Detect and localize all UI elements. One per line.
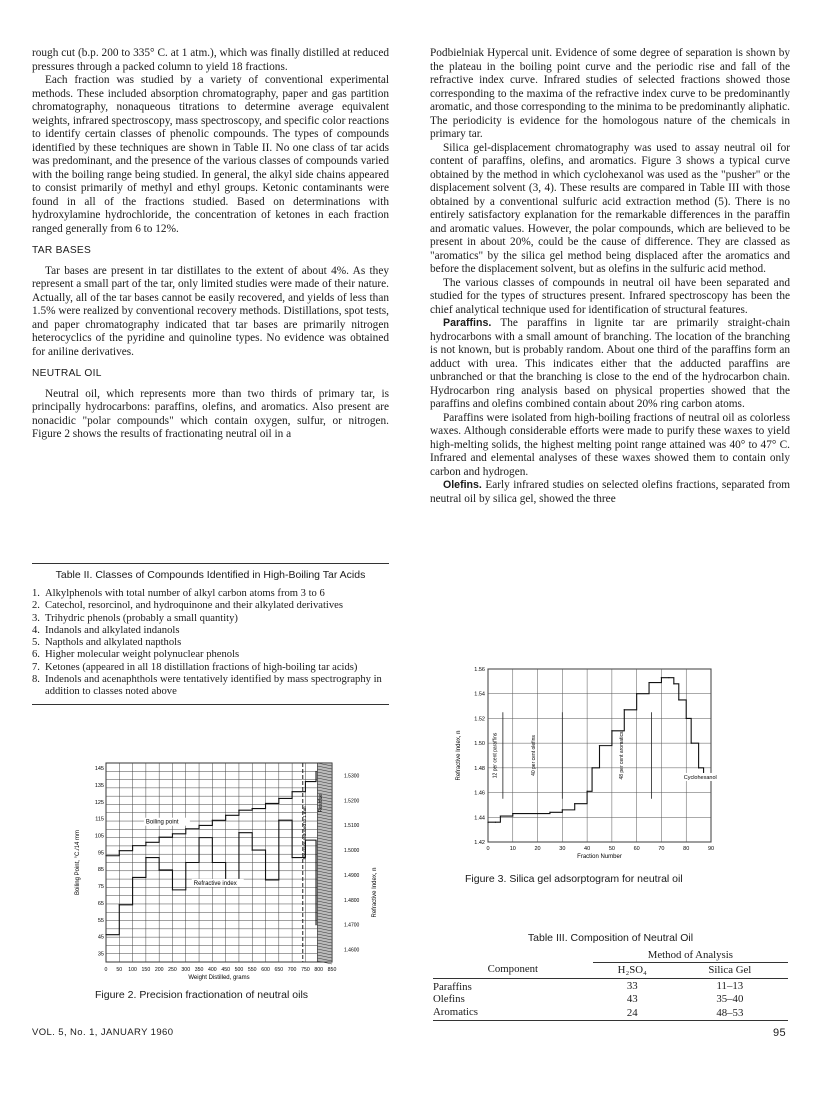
figure-2-caption: Figure 2. Precision fractionation of neutral oils xyxy=(95,989,309,1001)
y-tick-label: 1.54 xyxy=(474,691,485,698)
boiling-point-point xyxy=(265,803,266,804)
refractive-index-point xyxy=(238,832,239,833)
refractive-index-point xyxy=(172,889,173,890)
journal-footer: VOL. 5, No. 1, JANUARY 1960 xyxy=(32,1027,174,1038)
boiling-point-point xyxy=(238,810,239,811)
refractive-index-point xyxy=(252,849,253,850)
refractive-index-point xyxy=(212,862,213,863)
x-tick-label: 250 xyxy=(168,967,177,973)
y-tick-label: 75 xyxy=(97,884,104,891)
y-tick-label: 55 xyxy=(97,917,104,924)
boiling-point-point xyxy=(305,781,306,782)
data-point xyxy=(537,813,538,814)
table-row: Olefins 43 35–40 xyxy=(433,993,744,1005)
table-row: Aromatics 24 48–53 xyxy=(433,1006,788,1021)
section-heading-tar-bases: TAR BASES xyxy=(32,245,92,256)
y-tick-label: 45 xyxy=(97,934,104,941)
x-tick-label: 40 xyxy=(584,846,591,852)
x-tick-label: 300 xyxy=(181,967,191,973)
y-tick-label: 85 xyxy=(97,867,104,874)
y-tick-label-right: 1.4600 xyxy=(344,947,360,954)
y-tick-label: 1.56 xyxy=(474,667,485,673)
x-tick-label: 800 xyxy=(314,967,324,973)
y-tick-label-right: 1.5300 xyxy=(344,773,360,780)
y-tick-label: 145 xyxy=(94,766,104,773)
list-item: 2. Catechol, resorcinol, and hydroquinone and their alkylated derivatives xyxy=(32,600,344,612)
data-point xyxy=(636,693,637,694)
y-tick-label-right: 1.5000 xyxy=(344,848,360,855)
boiling-point-point xyxy=(292,791,293,792)
y-tick-label-right: 1.5100 xyxy=(344,823,360,830)
right-column xyxy=(430,47,790,506)
paragraph: Podbielniak Hypercal unit. Evidence of some degree of separation is shown by the plateau in the boiling point curve and the periodic rise and fall of the refractive index curve. Infrared studies of selected fractions showed those corresponding to the maxima of the refractive index curve to be predominantly aromatic, and those corresponding to the minima to be predominantly aliphatic. The periodicity is evidence for the homologous nature of the chemicals in primary tar. xyxy=(430,47,790,140)
y-tick-label-right: 1.4700 xyxy=(344,922,360,929)
refractive-index-point xyxy=(315,924,316,925)
y-tick-label: 1.44 xyxy=(474,815,485,822)
y-tick-label: 1.42 xyxy=(474,840,485,846)
boiling-point-line xyxy=(106,771,316,855)
x-tick-label: 0 xyxy=(104,967,108,973)
x-tick-label: 650 xyxy=(274,967,284,973)
x-tick-label: 60 xyxy=(633,846,640,852)
table-3 xyxy=(433,932,788,1021)
list-item: 8. Indenols and acenaphthols were tentatively identified by mass spectrography in addition to classes noted above xyxy=(32,674,382,698)
data-point xyxy=(587,791,588,792)
refractive-index-point xyxy=(159,869,160,870)
refractive-index-point xyxy=(119,904,120,905)
x-tick-label: 600 xyxy=(261,967,270,973)
boiling-point-label: Boiling point xyxy=(145,819,179,826)
refractive-index-label: Refractive index xyxy=(193,880,237,887)
boiling-point-point xyxy=(278,798,279,799)
refractive-index-point xyxy=(185,862,186,863)
table-header-silica-gel: Silica Gel xyxy=(708,963,752,976)
data-point xyxy=(500,815,501,816)
x-tick-label: 30 xyxy=(559,846,566,852)
boiling-point-point xyxy=(252,808,253,809)
list-item: 1. Alkylphenols with total number of alkyl carbon atoms from 3 to 6 xyxy=(32,588,325,599)
x-tick-label: 50 xyxy=(608,846,615,852)
boiling-point-point xyxy=(185,828,186,829)
boiling-point-point xyxy=(145,842,146,843)
residue-label: Residue xyxy=(317,793,324,813)
run-in-heading-olefins: Olefins. xyxy=(443,479,482,491)
table-header-component: Component xyxy=(487,963,539,975)
paragraph: Each fraction was studied by a variety of conventional experimental methods. These included absorption chromatography, paper and gas partition chromatography, nonaqueous titrations to determine average equivalent weights, infrared spectroscopy, mass spectroscopy, and specific color reactions to identify certain classes of phenolic compounds. The types of compounds identified by these techniques are shown in Table II. No one class of tar acids was predominant, and the presence of the various classes of compounds varied with the boiling range being studied. In general, the alkyl side chains appeared to consist primarily of methyl and ethyl groups. Ketonic contaminants were found in all of the fractions studied. Based on determinations with hydroxylamine hydrochloride, the concentration of ketones in each fraction ranged generally from 6 to 12%. xyxy=(32,74,389,235)
table-2-caption: Table II. Classes of Compounds Identified in High-Boiling Tar Acids xyxy=(55,569,366,581)
x-tick-label: 70 xyxy=(658,846,665,852)
boiling-point-point xyxy=(315,771,316,772)
data-point xyxy=(661,677,662,678)
section-heading-neutral-oil: NEUTRAL OIL xyxy=(32,368,102,379)
boiling-point-point xyxy=(132,845,133,846)
paragraph: rough cut (b.p. 200 to 335° C. at 1 atm.), which was finally distilled at reduced pressures through a packed column to yield 18 fractions. xyxy=(32,47,389,73)
x-tick-label: 20 xyxy=(534,846,541,852)
y-tick-label-right: 1.5200 xyxy=(344,798,360,805)
y-tick-label: 95 xyxy=(97,850,104,857)
y-axis-label-right: Refractive Index, n xyxy=(372,867,378,918)
data-point xyxy=(574,803,575,804)
refractive-index-point xyxy=(132,877,133,878)
table-header-h2so4: H₂SO₄ xyxy=(617,963,647,976)
paragraph: Neutral oil, which represents more than two thirds of primary tar, is principally hydrocarbons: paraffins, olefins, and aromatics. Also present are nonacidic "polar compounds" which contain oxygen, sulfur, or nitrogen. Figure 2 shows the results of fractionating neutral oil in a xyxy=(32,387,389,440)
table-3-method-header: Method of Analysis xyxy=(593,949,788,962)
x-tick-label: 400 xyxy=(208,967,217,973)
data-point xyxy=(691,743,692,744)
y-tick-label-right: 1.4900 xyxy=(344,872,360,879)
data-point xyxy=(487,822,488,823)
band-label: 12 per cent paraffins xyxy=(492,732,499,779)
table-3-caption: Table III. Composition of Neutral Oil xyxy=(527,932,694,944)
x-tick-label: 50 xyxy=(116,967,123,973)
x-axis-label: Fraction Number xyxy=(577,854,622,860)
paragraph: The various classes of compounds in neutral oil have been separated and studied for the types of structures present. Infrared spectroscopy has been the chief analytical technique used for identification of structural features. xyxy=(430,276,790,316)
data-point xyxy=(698,767,699,768)
data-point xyxy=(495,822,496,823)
figure-2-chart xyxy=(70,757,385,982)
refractive-index-point xyxy=(278,820,279,821)
x-tick-label: 750 xyxy=(301,967,310,973)
x-tick-label: 850 xyxy=(327,967,337,973)
x-tick-label: 0 xyxy=(486,846,490,852)
y-axis-label: Refractive Index, n xyxy=(456,730,462,781)
data-point xyxy=(549,812,550,813)
refractive-index-point xyxy=(292,857,293,858)
paragraph: Paraffins. The paraffins in lignite tar are primarily straight-chain hydrocarbons with a small amount of branching. The location of the branching is not known, but is probably random. About one third of the paraffins form an adduct with urea. This indicates either that the adducted paraffins are unbranched or that the branching is close to the end of the hydrocarbon chain. Hydrocarbon ring analysis based on physical properties showed that the paraffins and olefins combined contain about 20% ring carbon atoms. xyxy=(430,317,790,410)
x-axis-label: Weight Distilled, grams xyxy=(188,975,250,981)
table-2 xyxy=(32,563,389,705)
y-tick-label: 35 xyxy=(97,951,104,958)
list-item: 6. Higher molecular weight polynuclear phenols xyxy=(32,649,240,661)
boiling-point-point xyxy=(105,855,106,856)
paragraph: Silica gel-displacement chromatography was used to assay neutral oil for content of paraffins, olefins, and aromatics. Figure 3 shows a typical curve obtained by the method in which cyclohexanol was used as the "pusher" or the displacement solvent (3, 4). These results are compared in Table III with those obtained by a conventional sulfuric acid extraction method (5). There is no entirely satisfactory explanation for the remarkable differences in the paraffin and aromatic values. However, the polar compounds, which are believed to be present in about 20%, could be the cause of difference. They are classed as "aromatics" by the silica gel method being displaced after the aromatics and before the displacement solvent, but as olefins in the sulfuric acid method. xyxy=(430,141,790,275)
table-row: Paraffins 33 11–13 xyxy=(433,979,744,993)
data-point xyxy=(611,730,612,731)
data-point xyxy=(562,809,563,810)
y-tick-label: 1.48 xyxy=(474,765,485,772)
boiling-point-point xyxy=(159,837,160,838)
run-in-heading-paraffins: Paraffins. xyxy=(443,317,492,329)
y-tick-label: 1.50 xyxy=(474,741,485,748)
data-point xyxy=(512,813,513,814)
data-point xyxy=(648,682,649,683)
data-point xyxy=(591,767,592,768)
refractive-index-point xyxy=(265,879,266,880)
list-item: 4. Indanols and alkylated indanols xyxy=(32,624,180,636)
boiling-point-point xyxy=(198,825,199,826)
y-axis-label-left: Boiling Point, °C./14 mm xyxy=(75,829,81,896)
refractive-index-point xyxy=(198,837,199,838)
paragraph: Tar bases are present in tar distillates to the extent of about 4%. As they represent a small part of the tar, only limited studies were made of their nature. Actually, all of the tar bases cannot be easily recovered, and yields of less than 1.5% were realized by conventional recovery methods. Distillations, spot tests, and paper chromatography indicated that tar bases are primarily nitrogen heterocyclics of the pyridine and quinoline types. No evidence was obtained for aniline derivatives. xyxy=(32,264,389,358)
boiling-point-point xyxy=(119,850,120,851)
paragraph: Olefins. Early infrared studies on selected olefins fractions, separated from neutral oil by silica gel, showed the three xyxy=(430,479,790,505)
x-tick-label: 450 xyxy=(221,967,230,973)
list-item: 3. Trihydric phenols (probably a small quantity) xyxy=(32,612,238,624)
x-tick-label: 500 xyxy=(234,967,244,973)
boiling-point-point xyxy=(172,833,173,834)
x-tick-label: 100 xyxy=(128,967,137,973)
y-tick-label: 105 xyxy=(94,833,104,840)
x-tick-label: 550 xyxy=(247,967,257,973)
x-tick-label: 200 xyxy=(154,967,164,973)
data-point xyxy=(673,683,674,684)
x-tick-label: 350 xyxy=(194,967,204,973)
figure-3-chart xyxy=(448,664,723,864)
refractive-index-point xyxy=(145,857,146,858)
y-tick-label: 65 xyxy=(97,900,104,907)
x-tick-label: 700 xyxy=(287,967,297,973)
band-label: 40 per cent olefins xyxy=(531,735,538,776)
y-tick-label: 115 xyxy=(95,816,104,823)
band-label: 48 per cent aromatics xyxy=(619,731,626,780)
pressure-label: Pressure reduced to 1 mm xyxy=(301,806,307,860)
figure-3-caption: Figure 3. Silica gel adsorptogram for neutral oil xyxy=(465,873,683,885)
boiling-point-point xyxy=(212,820,213,821)
y-tick-label: 125 xyxy=(94,799,104,806)
x-tick-label: 150 xyxy=(141,967,151,973)
refractive-index-line xyxy=(488,678,704,823)
data-point xyxy=(624,709,625,710)
paragraph: Paraffins were isolated from high-boiling fractions of neutral oil as colorless waxes. Although considerable efforts were made to purify these waxes to yield high-melting solids, the highest melting point range attained was 40° to 47° C. Infrared and elemental analyses of these waxes showed them to contain only carbon and hydrogen. xyxy=(430,411,790,478)
y-tick-label: 135 xyxy=(94,782,104,789)
y-tick-label: 1.46 xyxy=(474,790,485,797)
list-item: 5. Napthols and alkylated napthols xyxy=(32,637,182,649)
page-number: 95 xyxy=(773,1027,787,1039)
refractive-index-point xyxy=(105,934,106,935)
x-tick-label: 80 xyxy=(683,846,690,852)
data-point xyxy=(678,699,679,700)
list-item: 7. Ketones (appeared in all 18 distillation fractions of high-boiling tar acids) xyxy=(32,661,358,673)
boiling-point-point xyxy=(225,815,226,816)
data-point xyxy=(668,677,669,678)
y-tick-label-right: 1.4800 xyxy=(344,897,360,904)
left-column xyxy=(32,47,389,442)
y-tick-label: 1.52 xyxy=(474,716,485,723)
cyclohexanol-label: Cyclohexanol xyxy=(683,774,717,781)
data-point xyxy=(686,718,687,719)
x-tick-label: 90 xyxy=(707,846,715,852)
x-tick-label: 10 xyxy=(509,846,516,852)
data-point xyxy=(599,745,600,746)
